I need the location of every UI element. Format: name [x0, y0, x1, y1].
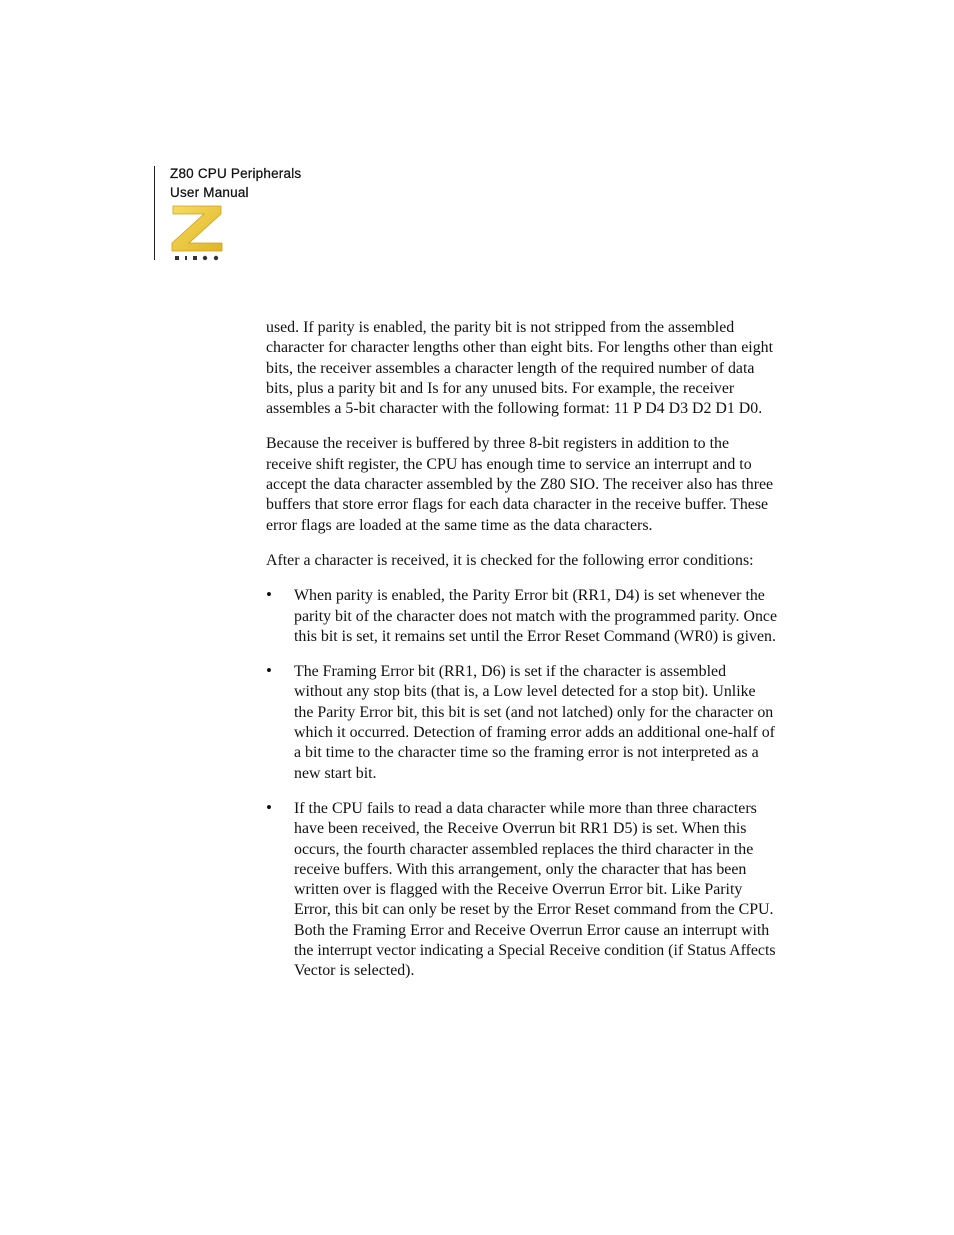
list-item	[266, 662, 778, 784]
list-item-text: The Framing Error bit (RR1, D6) is set if the character is assembled without any stop bits (that is, a Low level detected for a stop bit). Unlike the Parity Error bit, this bit is set (and not latched) only for the character on which it occurred. Detection of framing error adds an additional one-half of a bit time to the character time so the framing error is not interpreted as a new start bit.	[294, 663, 775, 782]
body-content	[266, 318, 778, 997]
list-item-text: If the CPU fails to read a data character while more than three characters have been received, the Receive Overrun bit RR1 D5) is set. When this occurs, the fourth character assembled replaces the third character in the receive buffers. With this arrangement, only the character that has been written over is flagged with the Receive Overrun Error bit. Like Parity Error, this bit can only be reset by the Error Reset command from the CPU. Both the Framing Error and Receive Overrun Error cause an interrupt with the interrupt vector indicating a Special Receive condition (if Status Affects Vector is selected).	[294, 799, 776, 980]
paragraph: Because the receiver is buffered by three 8-bit registers in addition to the receive shift register, the CPU has enough time to service an interrupt and to accept the data character assembled by the Z80 SIO. The receiver also has three buffers that store error flags for each data character in the receive buffer. These error flags are loaded at the same time as the data characters.	[266, 435, 774, 534]
zilog-logo	[170, 205, 226, 263]
list-item	[266, 586, 778, 647]
bullet-icon: •	[266, 797, 272, 817]
running-header	[170, 164, 301, 202]
paragraph: used. If parity is enabled, the parity bit is not stripped from the assembled character for character lengths other than eight bits. For lengths other than eight bits, the receiver assembles a character length of the required number of data bits, plus a parity bit and Is for any unused bits. For example, the receiver assembles a 5-bit character with the following format: 11 P D4 D3 D2 D1 D0.	[266, 319, 773, 418]
bullet-icon: •	[266, 661, 272, 681]
error-conditions-list	[266, 586, 778, 981]
document-title: Z80 CPU Peripherals	[170, 166, 302, 181]
bullet-icon: •	[266, 585, 272, 605]
header-rule	[154, 166, 155, 260]
list-item	[266, 799, 778, 982]
paragraph: After a character is received, it is checked for the following error conditions:	[266, 551, 754, 569]
list-item-text: When parity is enabled, the Parity Error bit (RR1, D4) is set whenever the parity bit of the character does not match with the programmed parity. Once this bit is set, it remains set until the Error Reset Command (WR0) is given.	[294, 587, 778, 645]
document-subtitle: User Manual	[170, 185, 249, 200]
